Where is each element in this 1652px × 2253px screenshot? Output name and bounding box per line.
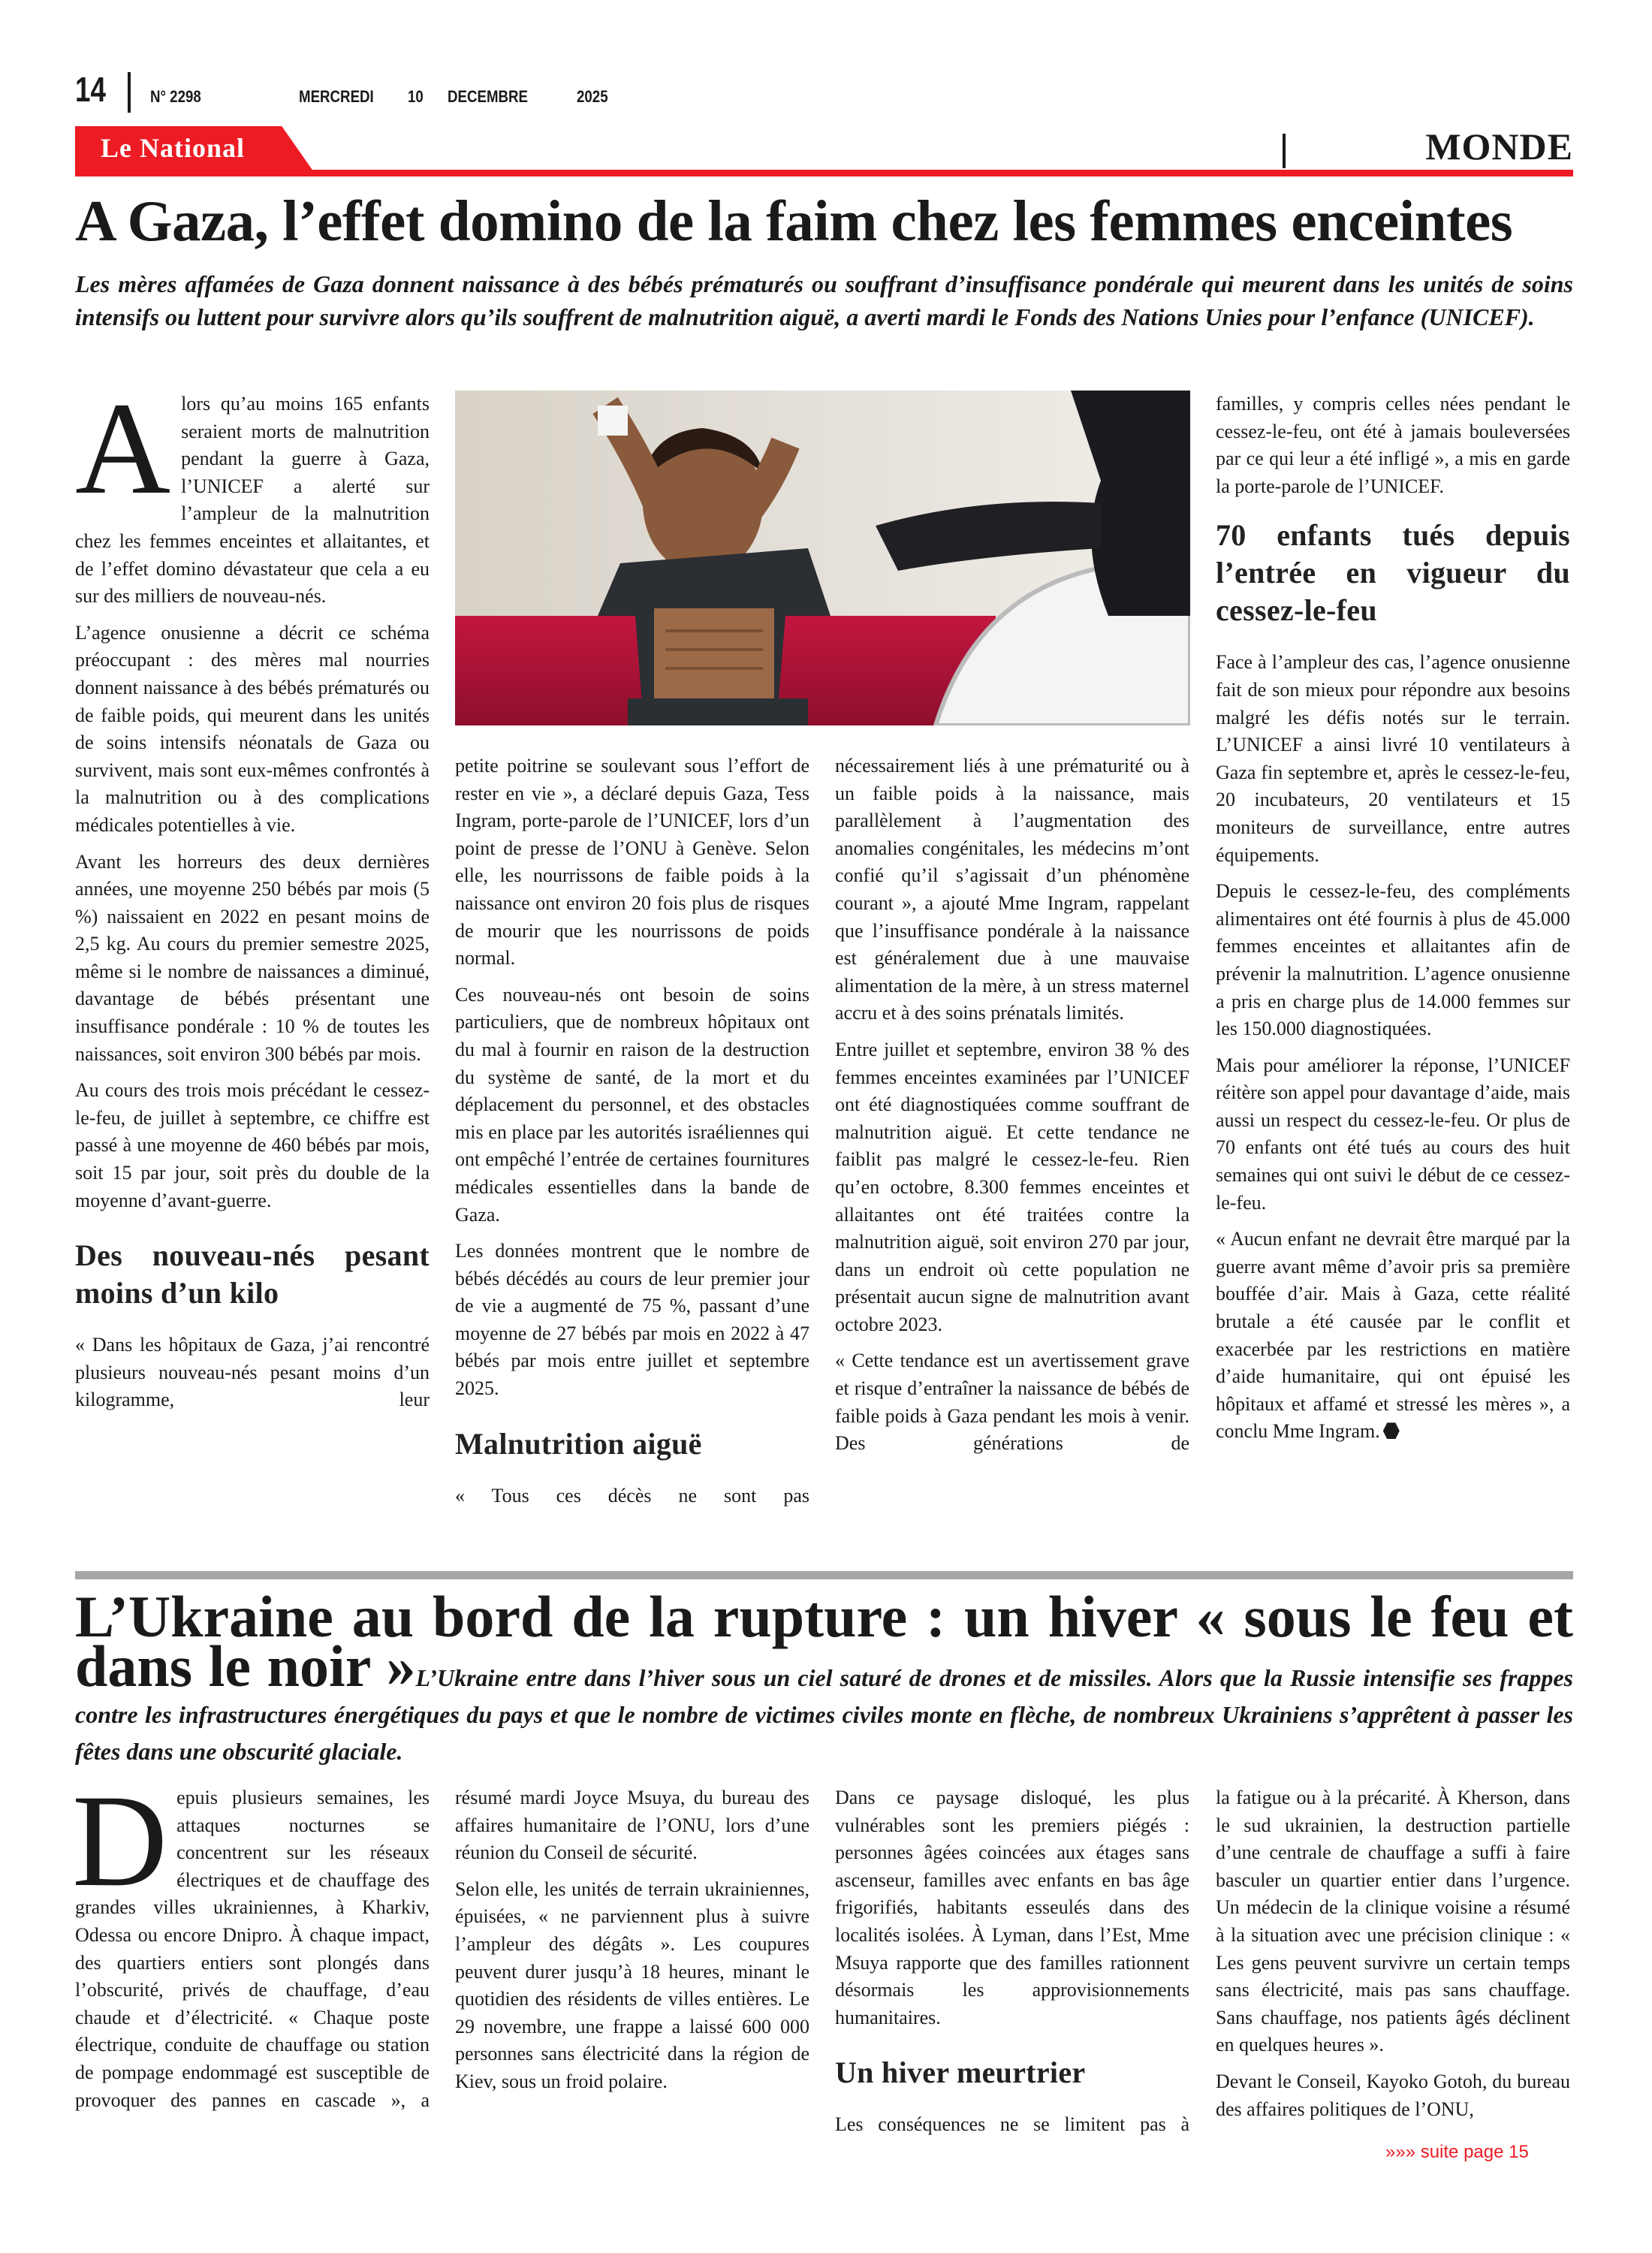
article2-title-continued: dans le noir » [75, 1633, 416, 1699]
page-number: 14 [75, 70, 106, 109]
article2-title: L’Ukraine au bord de la rupture : un hiver « sous le feu et [75, 1584, 1573, 1649]
paragraph: lors qu’au moins 165 enfants seraient morts de malnutrition pendant la guerre à Gaza, l’UNICEF a alerté sur l’ampleur de la malnutrition chez les femmes enceintes et allaitantes, et de l’effet domino dévastateur que cela a eu sur des milliers de nouveau-nés. [75, 393, 430, 608]
paragraph: Depuis le cessez-le-feu, des compléments alimentaires ont été fournis à plus de 45.000 femmes enceintes et allaitantes afin de prévenir la malnutrition. L’agence onusienne a pris en charge plus de 14.000 femmes sur les 150.000 diagnostiquées. [1216, 880, 1570, 1040]
issue-number: N° 2298 [150, 87, 201, 106]
article1-column-2 [455, 753, 809, 1519]
date-day: 10 [408, 87, 424, 106]
paragraph: « Cette tendance est un avertissement grave et risque d’entraîner la naissance de bébés de faible poids à Gaza pendant les mois à venir. Des générations de [835, 1350, 1189, 1455]
paragraph: L’agence onusienne a décrit ce schéma préoccupant : des mères mal nourries donnent naissance à des bébés prématurés ou de faible poids, qui meurent dans les unités de soins intensifs néonatals de Gaza ou survivent, mais sont eux-mêmes confrontés à la malnutrition ou à des complications médicales potentielles à vie. [75, 621, 430, 836]
article1-title: A Gaza, l’effet domino de la faim chez les femmes enceintes [75, 189, 1513, 253]
article2-column-2 [455, 1784, 809, 2105]
brand-logo: Le National [101, 133, 246, 163]
article2-column-1 [72, 1768, 430, 2123]
paragraph: « Dans les hôpitaux de Gaza, j’ai rencontré plusieurs nouveau-nés pesant moins d’un kilogramme, leur [75, 1334, 430, 1411]
header-divider [128, 72, 131, 113]
date-month: DECEMBRE [448, 87, 529, 106]
subheading: Malnutrition aiguë [455, 1426, 702, 1461]
section-label: MONDE [1425, 125, 1573, 167]
article1-column-3 [835, 753, 1189, 1467]
end-of-article-icon [1383, 1422, 1400, 1439]
subheading: Des nouveau-nés pesant moins d’un kilo [75, 1238, 430, 1310]
article2-title-and-lead [75, 1633, 1574, 1772]
section-divider [1283, 134, 1286, 168]
article1-photo [455, 391, 1190, 725]
paragraph: familles, y compris celles nées pendant le cessez-le-feu, ont été à jamais bouleversées par ce qui leur a été infligé », a mis en garde la porte-parole de l’UNICEF. [1216, 393, 1570, 497]
paragraph: « Aucun enfant ne devrait être marqué par la guerre avant même d’avoir pris sa première bouffée d’air. Mais à Gaza, cette réalité brutale a été causée par le conflit et exacerbée par les restrictions en matière d’aide humanitaire, qui ont épuisé les hôpitaux et affamé et stressé les mères », a conclu Mme Ingram. [1216, 1228, 1570, 1443]
drop-cap: D [72, 1768, 168, 1914]
subheading: 70 enfants tués depuis l’entrée en vigueur du cessez-le-feu [1216, 518, 1570, 628]
continued-on-page-link[interactable]: »»» suite page 15 [1385, 2142, 1529, 2162]
paragraph: résumé mardi Joyce Msuya, du bureau des affaires humanitaire de l’ONU, lors d’une réunion du Conseil de sécurité. [455, 1787, 809, 1864]
paragraph: Dans ce paysage disloqué, les plus vulnérables sont les premiers piégés : personnes âgées coincées aux étages sans ascenseur, familles avec enfants en bas âge frigorifiés, habitants esseulés dans des localités isolées. À Lyman, dans l’Est, Mme Msuya rapporte que des familles rationnent désormais les approvisionnements humanitaires. [835, 1787, 1189, 2028]
paragraph: Selon elle, les unités de terrain ukrainiennes, épuisées, « ne parviennent plus à suivre l’ampleur des dégâts ». Les coupures peuvent durer jusqu’à 18 heures, minant le quotidien des résidents de villes entières. Le 29 novembre, une frappe a laissé 600 000 personnes sans électricité dans la région de Kiev, sous un froid polaire. [455, 1878, 809, 2092]
paragraph: Devant le Conseil, Kayoko Gotoh, du bureau des affaires politiques de l’ONU, [1216, 2070, 1570, 2120]
paragraph: Avant les horreurs des deux dernières années, une moyenne 250 bébés par mois (5 %) naissaient en 2022 en pesant moins de 2,5 kg. Au cours du premier semestre 2025, même si le nombre de naissances a diminué, davantage de bébés présentant une insuffisance pondérale : 10 % de toutes les naissances, soit environ 300 bébés par mois. [75, 850, 430, 1065]
paragraph: Entre juillet et septembre, environ 38 % des femmes enceintes examinées par l’UNICEF ont été diagnostiquées comme souffrant de malnutrition aiguë. Et cette tendance ne faiblit pas malgré le cessez-le-feu. Rien qu’en octobre, 8.300 femmes enceintes et allaitantes ont été traitées contre la malnutrition aiguë, soit environ 270 par jour, dans un endroit où cette population ne présentait aucun signe de malnutrition avant octobre 2023. [835, 1038, 1189, 1335]
article1-column-4 [1216, 391, 1570, 1455]
photo-child-hospital [455, 391, 1190, 725]
paragraph: Les données montrent que le nombre de bébés décédés au cours de leur premier jour de vie a augmenté de 75 %, passant d’une moyenne de 27 bébés par mois en 2022 à 47 bébés par mois entre juillet et septembre 2025. [455, 1240, 809, 1400]
article2-column-3 [835, 1784, 1189, 2148]
paragraph: Mais pour améliorer la réponse, l’UNICEF réitère son appel pour davantage d’aide, mais aussi un respect du cessez-le-feu. Or plus de 70 enfants ont été tués au cours des huit semaines qui ont suivi le début de ce cessez-le-feu. [1216, 1054, 1570, 1214]
subheading: Un hiver meurtrier [835, 2055, 1086, 2090]
paragraph: Ces nouveau-nés ont besoin de soins particuliers, que de nombreux hôpitaux ont du mal à fournir en raison de la destruction du système de santé, de la mort et du déplacement du personnel, et des obstacles mis en place par les autorités israéliennes qui ont empêché l’entrée de certaines fournitures médicales essentielles dans la bande de Gaza. [455, 983, 809, 1226]
drop-cap: A [75, 376, 171, 522]
paragraph: « Tous ces décès ne sont pas [455, 1484, 809, 1507]
header-rule [75, 170, 1573, 176]
date-year: 2025 [577, 87, 608, 106]
paragraph: epuis plusieurs semaines, les attaques nocturnes se concentrent sur les réseaux électriques et de chauffage des grandes villes ukrainiennes, à Kharkiv, Odessa ou encore Dnipro. À chaque impact, des quartiers entiers sont plongés dans l’obscurité, privés de chauffage, d’eau chaude et d’électricité. « Chaque poste électrique, conduite de chauffage ou station de pompage endommagé est susceptible de provoquer des pannes en cascade », a [75, 1787, 430, 2111]
paragraph: Les conséquences ne se limitent pas à [835, 2113, 1189, 2136]
paragraph: la fatigue ou à la précarité. À Kherson, dans le sud ukrainien, la destruction partielle d’une centrale de chauffage a suffi à faire basculer un quartier entier dans l’urgence. Un médecin de la clinique voisine a résumé à la situation avec une précision clinique : « Les gens peuvent survivre un certain temps sans électricité, mais pas sans chauffage. Sans chauffage, nos patients âgés déclinent en quelques heures ». [1216, 1787, 1570, 2056]
article2-column-4 [1216, 1784, 1570, 2132]
paragraph: Au cours des trois mois précédant le cessez-le-feu, de juillet à septembre, ce chiffre est passé à une moyenne de 460 bébés par mois, soit 15 par jour, soit près du double de la moyenne d’avant-guerre. [75, 1079, 430, 1211]
article-separator [75, 1571, 1573, 1579]
article1-lead: Les mères affamées de Gaza donnent naissance à des bébés prématurés ou souffrant d’insuffisance pondérale qui meurent dans les unités de soins intensifs ou luttent pour survivre alors qu’ils souffrent de malnutrition aiguë, a averti mardi le Fonds des Nations Unies pour l’enfance (UNICEF). [75, 270, 1573, 330]
paragraph: Face à l’ampleur des cas, l’agence onusienne fait de son mieux pour répondre aux besoins malgré les défis notés sur le terrain. L’UNICEF a ainsi livré 10 ventilateurs à Gaza fin septembre et, après le cessez-le-feu, 20 incubateurs, 20 ventilateurs et 15 moniteurs de surveillance, entre autres équipements. [1216, 651, 1570, 866]
paragraph: petite poitrine se soulevant sous l’effort de rester en vie », a déclaré depuis Gaza, Tess Ingram, porte-parole de l’UNICEF, lors d’un point de presse de l’ONU à Genève. Selon elle, les nourrissons de faible poids à la naissance ont environ 20 fois plus de risques de mourir que les nourrissons de poids normal. [455, 755, 809, 970]
article2-lead: L’Ukraine entre dans l’hiver sous un ciel saturé de drones et de missiles. Alors que la Russie intensifie ses frappes contre les infrastructures énergétiques du pays et que le nombre de victimes civiles monte en flèche, de nombreux Ukrainiens s’apprêtent à passer les fêtes dans une obscurité glaciale. [75, 1664, 1574, 1765]
paragraph: nécessairement liés à une prématurité ou à un faible poids à la naissance, mais parallèlement à l’augmentation des anomalies congénitales, les médecins m’ont confié qu’il s’agissait d’un phénomène courant », a ajouté Mme Ingram, rappelant que l’insuffisance pondérale à la naissance est généralement due à une mauvaise alimentation de la mère, à un stress maternel accru et à des soins prénatals limités. [835, 755, 1189, 1024]
article1-column-1 [75, 376, 430, 1423]
date-weekday: MERCREDI [299, 87, 374, 106]
